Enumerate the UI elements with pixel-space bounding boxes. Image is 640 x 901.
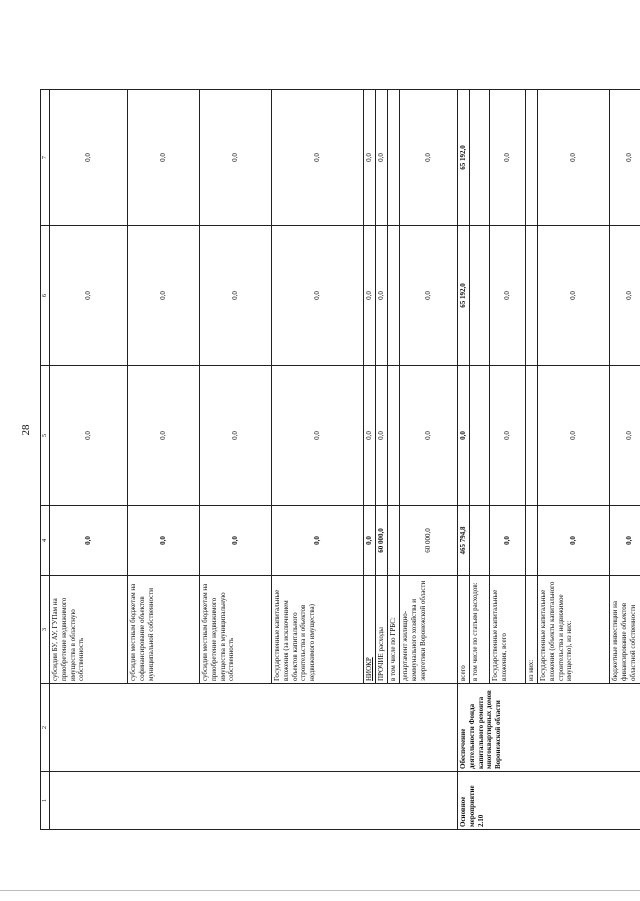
value-cell: 0,0 xyxy=(610,226,640,366)
row-label: всего xyxy=(458,576,470,684)
value-cell: 0,0 xyxy=(364,366,376,506)
row-label: департамент жилищно-коммунального хозяйства и энергетики Воронежской области xyxy=(400,576,458,684)
empty-cell xyxy=(50,772,458,830)
value-cell: 0,0 xyxy=(272,90,364,226)
value-cell: 0,0 xyxy=(490,226,526,366)
row-label: субсидии местным бюджетам на приобретение недвижимого имущества в муниципальную собственность xyxy=(200,576,272,684)
value-cell: 60 000,0 xyxy=(376,506,388,576)
value-cell: 0,0 xyxy=(272,506,364,576)
row-label: ПРОЧИЕ расходы xyxy=(376,576,388,684)
row-label: Государственные капитальные вложения, всего xyxy=(490,576,526,684)
value-cell: 0,0 xyxy=(376,226,388,366)
value-cell xyxy=(388,226,400,366)
value-cell xyxy=(470,506,490,576)
value-cell: 60 000,0 xyxy=(400,506,458,576)
event-name: Обеспечение деятельности Фонда капитального ремонта многоквартирных домов Воронежской области xyxy=(458,684,640,772)
value-cell: 0,0 xyxy=(128,90,200,226)
value-cell: 0,0 xyxy=(50,366,128,506)
value-cell: 0,0 xyxy=(50,226,128,366)
value-cell: 0,0 xyxy=(538,366,610,506)
value-cell xyxy=(526,226,538,366)
value-cell xyxy=(526,506,538,576)
value-cell: 0,0 xyxy=(128,226,200,366)
table-row xyxy=(50,90,128,830)
value-cell: 0,0 xyxy=(364,506,376,576)
value-cell: 65 192,0 xyxy=(458,226,470,366)
value-cell xyxy=(470,226,490,366)
value-cell: 65 192,0 xyxy=(458,90,470,226)
value-cell: 0,0 xyxy=(400,90,458,226)
scan-edge-line xyxy=(0,890,640,891)
value-cell: 0,0 xyxy=(128,366,200,506)
column-number-row xyxy=(41,90,50,830)
page-number: 28 xyxy=(20,424,32,436)
value-cell: 0,0 xyxy=(50,506,128,576)
column-header: 7 xyxy=(41,90,50,226)
column-header: 4 xyxy=(41,506,50,576)
budget-table-container xyxy=(40,90,640,830)
value-cell: 0,0 xyxy=(200,90,272,226)
value-cell: 0,0 xyxy=(200,366,272,506)
value-cell: 0,0 xyxy=(400,366,458,506)
value-cell: 0,0 xyxy=(490,90,526,226)
value-cell: 0,0 xyxy=(50,90,128,226)
value-cell xyxy=(388,366,400,506)
value-cell: 0,0 xyxy=(376,366,388,506)
row-label: бюджетные инвестиции на финансирование объектов областной собственности xyxy=(610,576,640,684)
value-cell: 0,0 xyxy=(200,506,272,576)
value-cell: 0,0 xyxy=(458,366,470,506)
row-label: из них: xyxy=(526,576,538,684)
value-cell: 0,0 xyxy=(364,226,376,366)
value-cell: 0,0 xyxy=(490,366,526,506)
value-cell: 0,0 xyxy=(200,226,272,366)
value-cell: 0,0 xyxy=(376,90,388,226)
event-code: Основное мероприятие 2.10 xyxy=(458,772,640,830)
empty-cell xyxy=(50,684,458,772)
column-header: 2 xyxy=(41,684,50,772)
value-cell: 0,0 xyxy=(400,226,458,366)
row-label: субсидии БУ, АУ, ГУПам на приобретение недвижимого имущества в областную собственность xyxy=(50,576,128,684)
row-label: в том числе по статьям расходов: xyxy=(470,576,490,684)
row-label: в том числе по ГРБС: xyxy=(388,576,400,684)
row-label: субсидии местным бюджетам на софинансирование объектов муниципальной собственности xyxy=(128,576,200,684)
row-label: Государственные капитальные вложения (за исключением объектов капитального строительства и объектов недвижимого имущества) xyxy=(272,576,364,684)
value-cell: 0,0 xyxy=(610,366,640,506)
column-header: 3 xyxy=(41,576,50,684)
value-cell: 0,0 xyxy=(364,90,376,226)
value-cell: 0,0 xyxy=(610,506,640,576)
value-cell xyxy=(470,366,490,506)
value-cell xyxy=(526,366,538,506)
value-cell xyxy=(388,506,400,576)
column-header: 1 xyxy=(41,772,50,830)
value-cell: 0,0 xyxy=(272,226,364,366)
value-cell: 465 794,8 xyxy=(458,506,470,576)
value-cell: 0,0 xyxy=(490,506,526,576)
value-cell: 0,0 xyxy=(272,366,364,506)
value-cell: 0,0 xyxy=(128,506,200,576)
value-cell: 0,0 xyxy=(538,90,610,226)
value-cell: 0,0 xyxy=(538,506,610,576)
value-cell xyxy=(470,90,490,226)
row-label: Государственные капитальные вложения (объекты капитального строительства и недвижимое имущество), из них: xyxy=(538,576,610,684)
column-header: 6 xyxy=(41,226,50,366)
row-label: НИОКР xyxy=(364,576,376,684)
value-cell xyxy=(526,90,538,226)
value-cell: 0,0 xyxy=(610,90,640,226)
column-header: 5 xyxy=(41,366,50,506)
budget-table xyxy=(40,89,640,830)
table-row xyxy=(458,90,470,830)
value-cell xyxy=(388,90,400,226)
value-cell: 0,0 xyxy=(538,226,610,366)
